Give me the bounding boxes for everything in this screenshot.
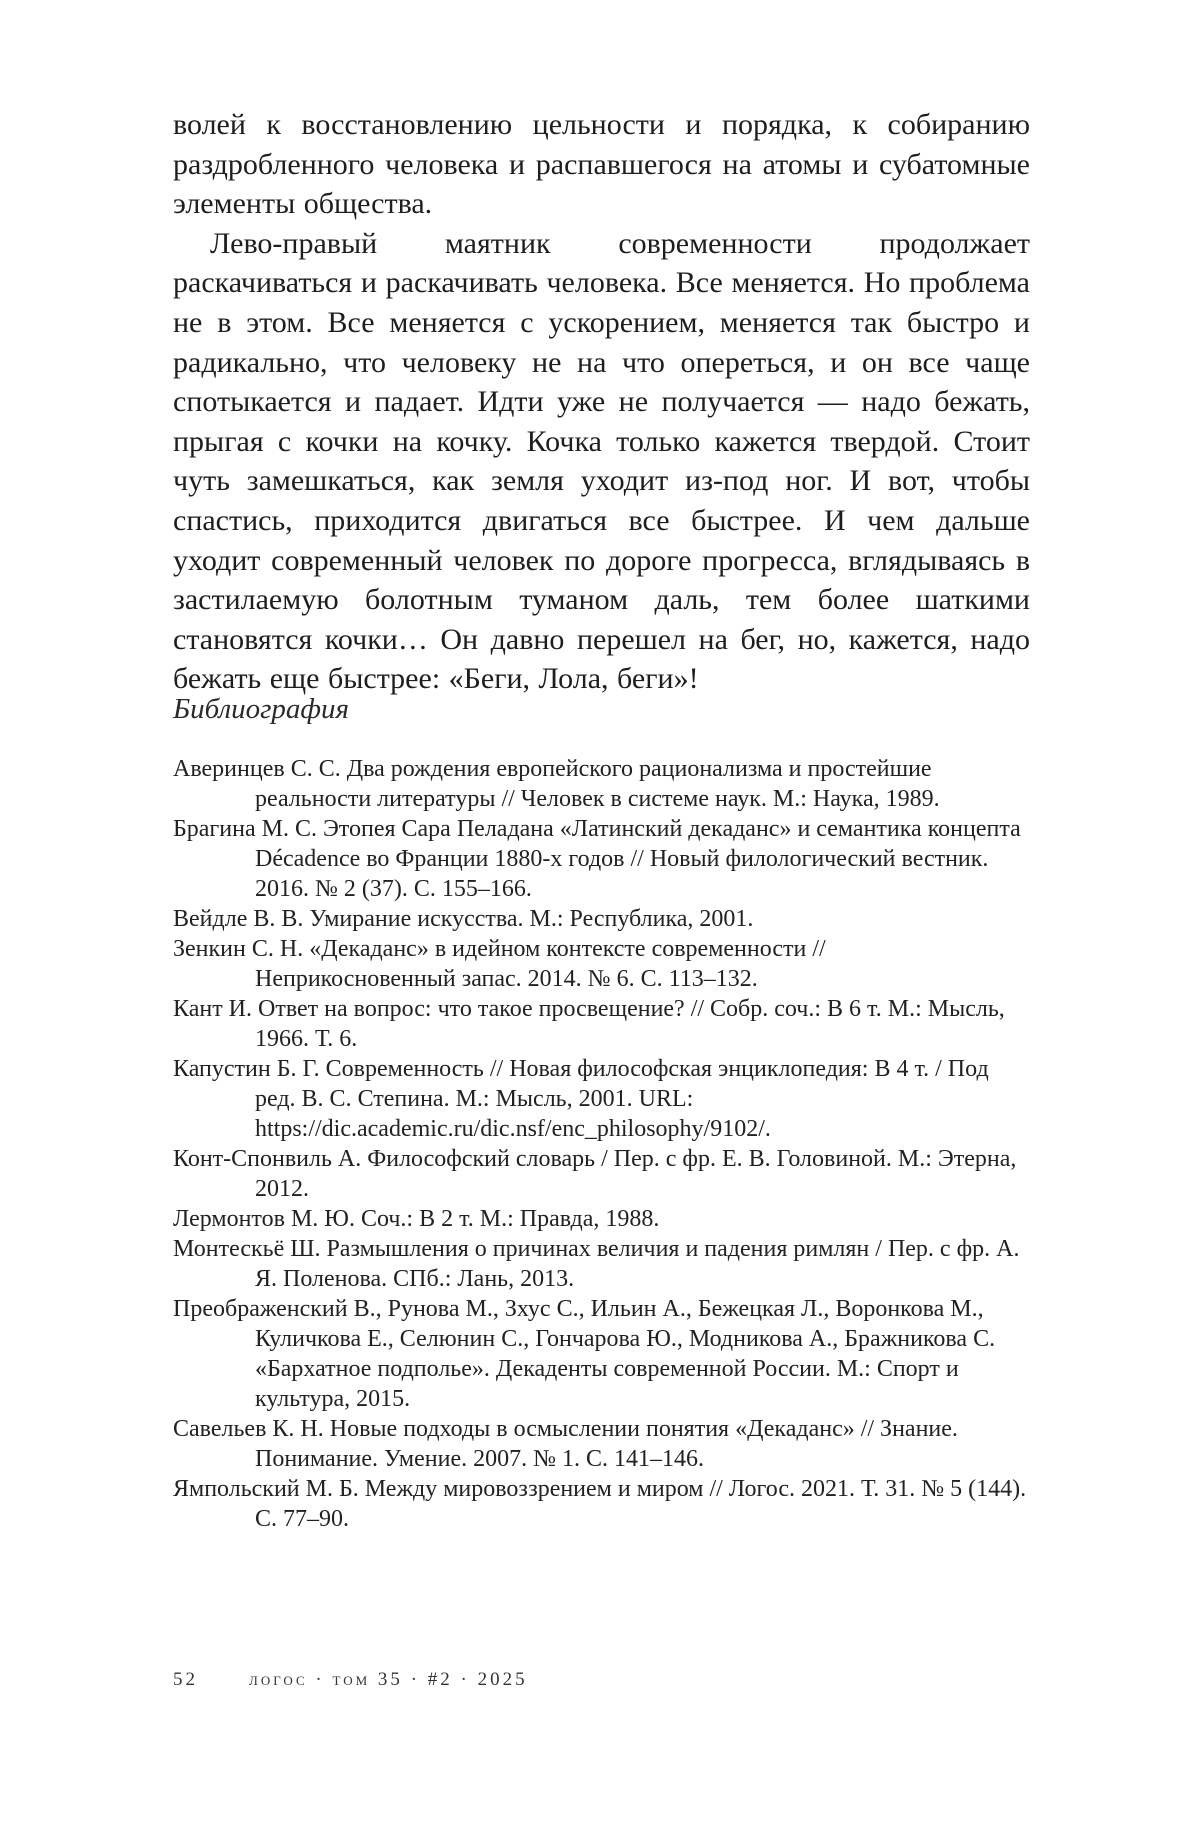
bibliography-entry: Савельев К. Н. Новые подходы в осмыслении понятия «Декаданс» // Знание. Понимание. Умение. 2007. № 1. С. 141–146. [173, 1416, 958, 1472]
bibliography-entry: Лермонтов М. Ю. Соч.: В 2 т. М.: Правда, 1988. [173, 1206, 660, 1232]
bibliography-entry: Зенкин С. Н. «Декаданс» в идейном контексте современности // Неприкосновенный запас. 2014. № 6. С. 113–132. [173, 936, 826, 992]
bibliography-entry: Брагина М. С. Этопея Сара Пеладана «Латинский декаданс» и семантика концепта Décadence во Франции 1880-х годов // Новый филологический вестник. 2016. № 2 (37). С. 155–166. [173, 816, 1021, 902]
page-number: 52 [173, 1669, 198, 1690]
page-footer [173, 1668, 528, 1692]
running-title: логос · том 35 · #2 · 2025 [249, 1669, 528, 1690]
bibliography-entry: Монтескьё Ш. Размышления о причинах величия и падения римлян / Пер. с фр. А. Я. Поленова. СПб.: Лань, 2013. [173, 1236, 1020, 1292]
bibliography-heading: Библиография [173, 693, 349, 725]
body-text [173, 105, 1030, 699]
bibliography-entry: Конт-Спонвиль А. Философский словарь / Пер. с фр. Е. В. Головиной. М.: Этерна, 2012. [173, 1146, 1017, 1202]
paragraph-pendulum: Лево-правый маятник современности продолжает раскачиваться и раскачивать человека. Все меняется. Но проблема не в этом. Все меняется с ускорением, меняется так быстро и радикально, что человеку не на что опереться, и он все чаще спотыкается и падает. Идти уже не получается — надо бежать, прыгая с кочки на кочку. Кочка только кажется твердой. Стоит чуть замешкаться, как земля уходит из-под ног. И вот, чтобы спастись, приходится двигаться все быстрее. И чем дальше уходит современный человек по дороге прогресса, вглядываясь в застилаемую болотным туманом даль, тем более шаткими становятся кочки… Он давно перешел на бег, но, кажется, надо бежать еще быстрее: «Беги, Лола, беги»! [173, 226, 1030, 696]
bibliography-entry: Кант И. Ответ на вопрос: что такое просвещение? // Собр. соч.: В 6 т. М.: Мысль, 1966. Т. 6. [173, 996, 1005, 1052]
bibliography-entry: Ямпольский М. Б. Между мировоззрением и миром // Логос. 2021. Т. 31. № 5 (144). С. 77–90. [173, 1476, 1027, 1532]
paragraph-continued: волей к восстановлению цельности и порядка, к собиранию раздробленного человека и распавшегося на атомы и субатомные элементы общества. [173, 108, 1030, 221]
bibliography-entry: Преображенский В., Рунова М., Зхус С., Ильин А., Бежецкая Л., Воронкова М., Куличкова Е., Селюнин С., Гончарова Ю., Модникова А., Бражникова С. «Бархатное подполье». Декаденты современной России. М.: Спорт и культура, 2015. [173, 1296, 996, 1412]
bibliography-entry: Капустин Б. Г. Современность // Новая философская энциклопедия: В 4 т. / Под ред. В. С. Степина. М.: Мысль, 2001. URL: https://dic.academic.ru/dic.nsf/enc_philosophy/9102/. [173, 1056, 989, 1142]
bibliography-list [173, 754, 1030, 1534]
bibliography-entry: Аверинцев С. С. Два рождения европейского рационализма и простейшие реальности литературы // Человек в системе наук. М.: Наука, 1989. [173, 756, 940, 812]
bibliography-entry: Вейдле В. В. Умирание искусства. М.: Республика, 2001. [173, 906, 754, 932]
